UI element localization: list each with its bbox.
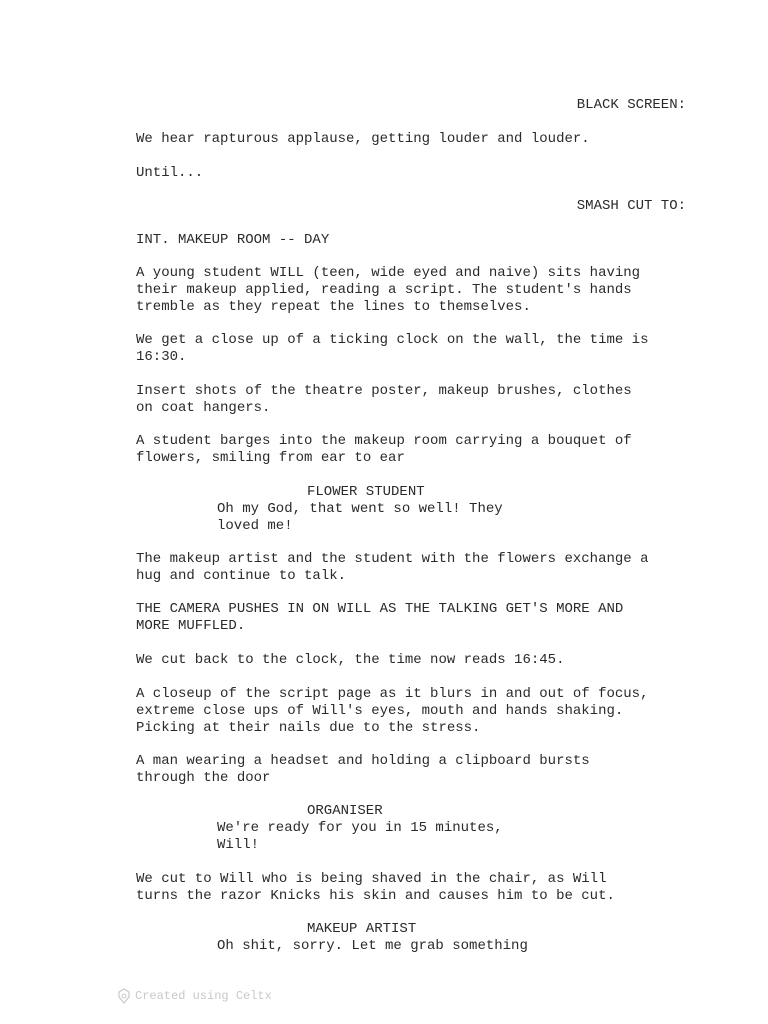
transition-black-screen: BLACK SCREEN:: [576, 97, 686, 113]
scene-heading-makeup-room: INT. MAKEUP ROOM -- DAY: [136, 232, 330, 248]
character-organiser: ORGANISER: [307, 803, 383, 819]
action-until: Until...: [136, 165, 204, 181]
action-student-barges: A student barges into the makeup room carrying a bouquet of flowers, smiling from ear to ear: [136, 433, 632, 466]
footer-credit: [117, 988, 272, 1004]
action-will-intro: A young student WILL (teen, wide eyed and naive) sits having their makeup applied, reading a script. The student's hands tremble as they repeat the lines to themselves.: [136, 265, 641, 315]
action-man-headset: A man wearing a headset and holding a clipboard bursts through the door: [136, 753, 590, 786]
dialogue-flower-student: Oh my God, that went so well! They loved me!: [217, 501, 503, 534]
action-insert-shots: Insert shots of the theatre poster, makeup brushes, clothes on coat hangers.: [136, 383, 632, 416]
dialogue-organiser: We're ready for you in 15 minutes, Will!: [217, 820, 503, 853]
action-closeup-script: A closeup of the script page as it blurs in and out of focus, extreme close ups of Will's eyes, mouth and hands shaking. Picking at their nails due to the stress.: [136, 686, 649, 736]
action-exchange-hug: The makeup artist and the student with the flowers exchange a hug and continue to talk.: [136, 551, 649, 584]
action-applause: We hear rapturous applause, getting louder and louder.: [136, 131, 590, 147]
footer-label: Created using Celtx: [135, 989, 272, 1003]
celtx-logo-icon: [117, 988, 131, 1004]
dialogue-makeup-artist: Oh shit, sorry. Let me grab something: [217, 938, 528, 954]
action-camera-pushes: THE CAMERA PUSHES IN ON WILL AS THE TALKING GET'S MORE AND MORE MUFFLED.: [136, 601, 624, 634]
action-shaved: We cut to Will who is being shaved in the chair, as Will turns the razor Knicks his skin and causes him to be cut.: [136, 871, 615, 904]
action-clock-1630: We get a close up of a ticking clock on the wall, the time is 16:30.: [136, 332, 649, 365]
character-flower-student: FLOWER STUDENT: [307, 484, 425, 500]
action-clock-1645: We cut back to the clock, the time now reads 16:45.: [136, 652, 565, 668]
transition-smash-cut: SMASH CUT TO:: [576, 198, 686, 214]
character-makeup-artist: MAKEUP ARTIST: [307, 921, 417, 937]
